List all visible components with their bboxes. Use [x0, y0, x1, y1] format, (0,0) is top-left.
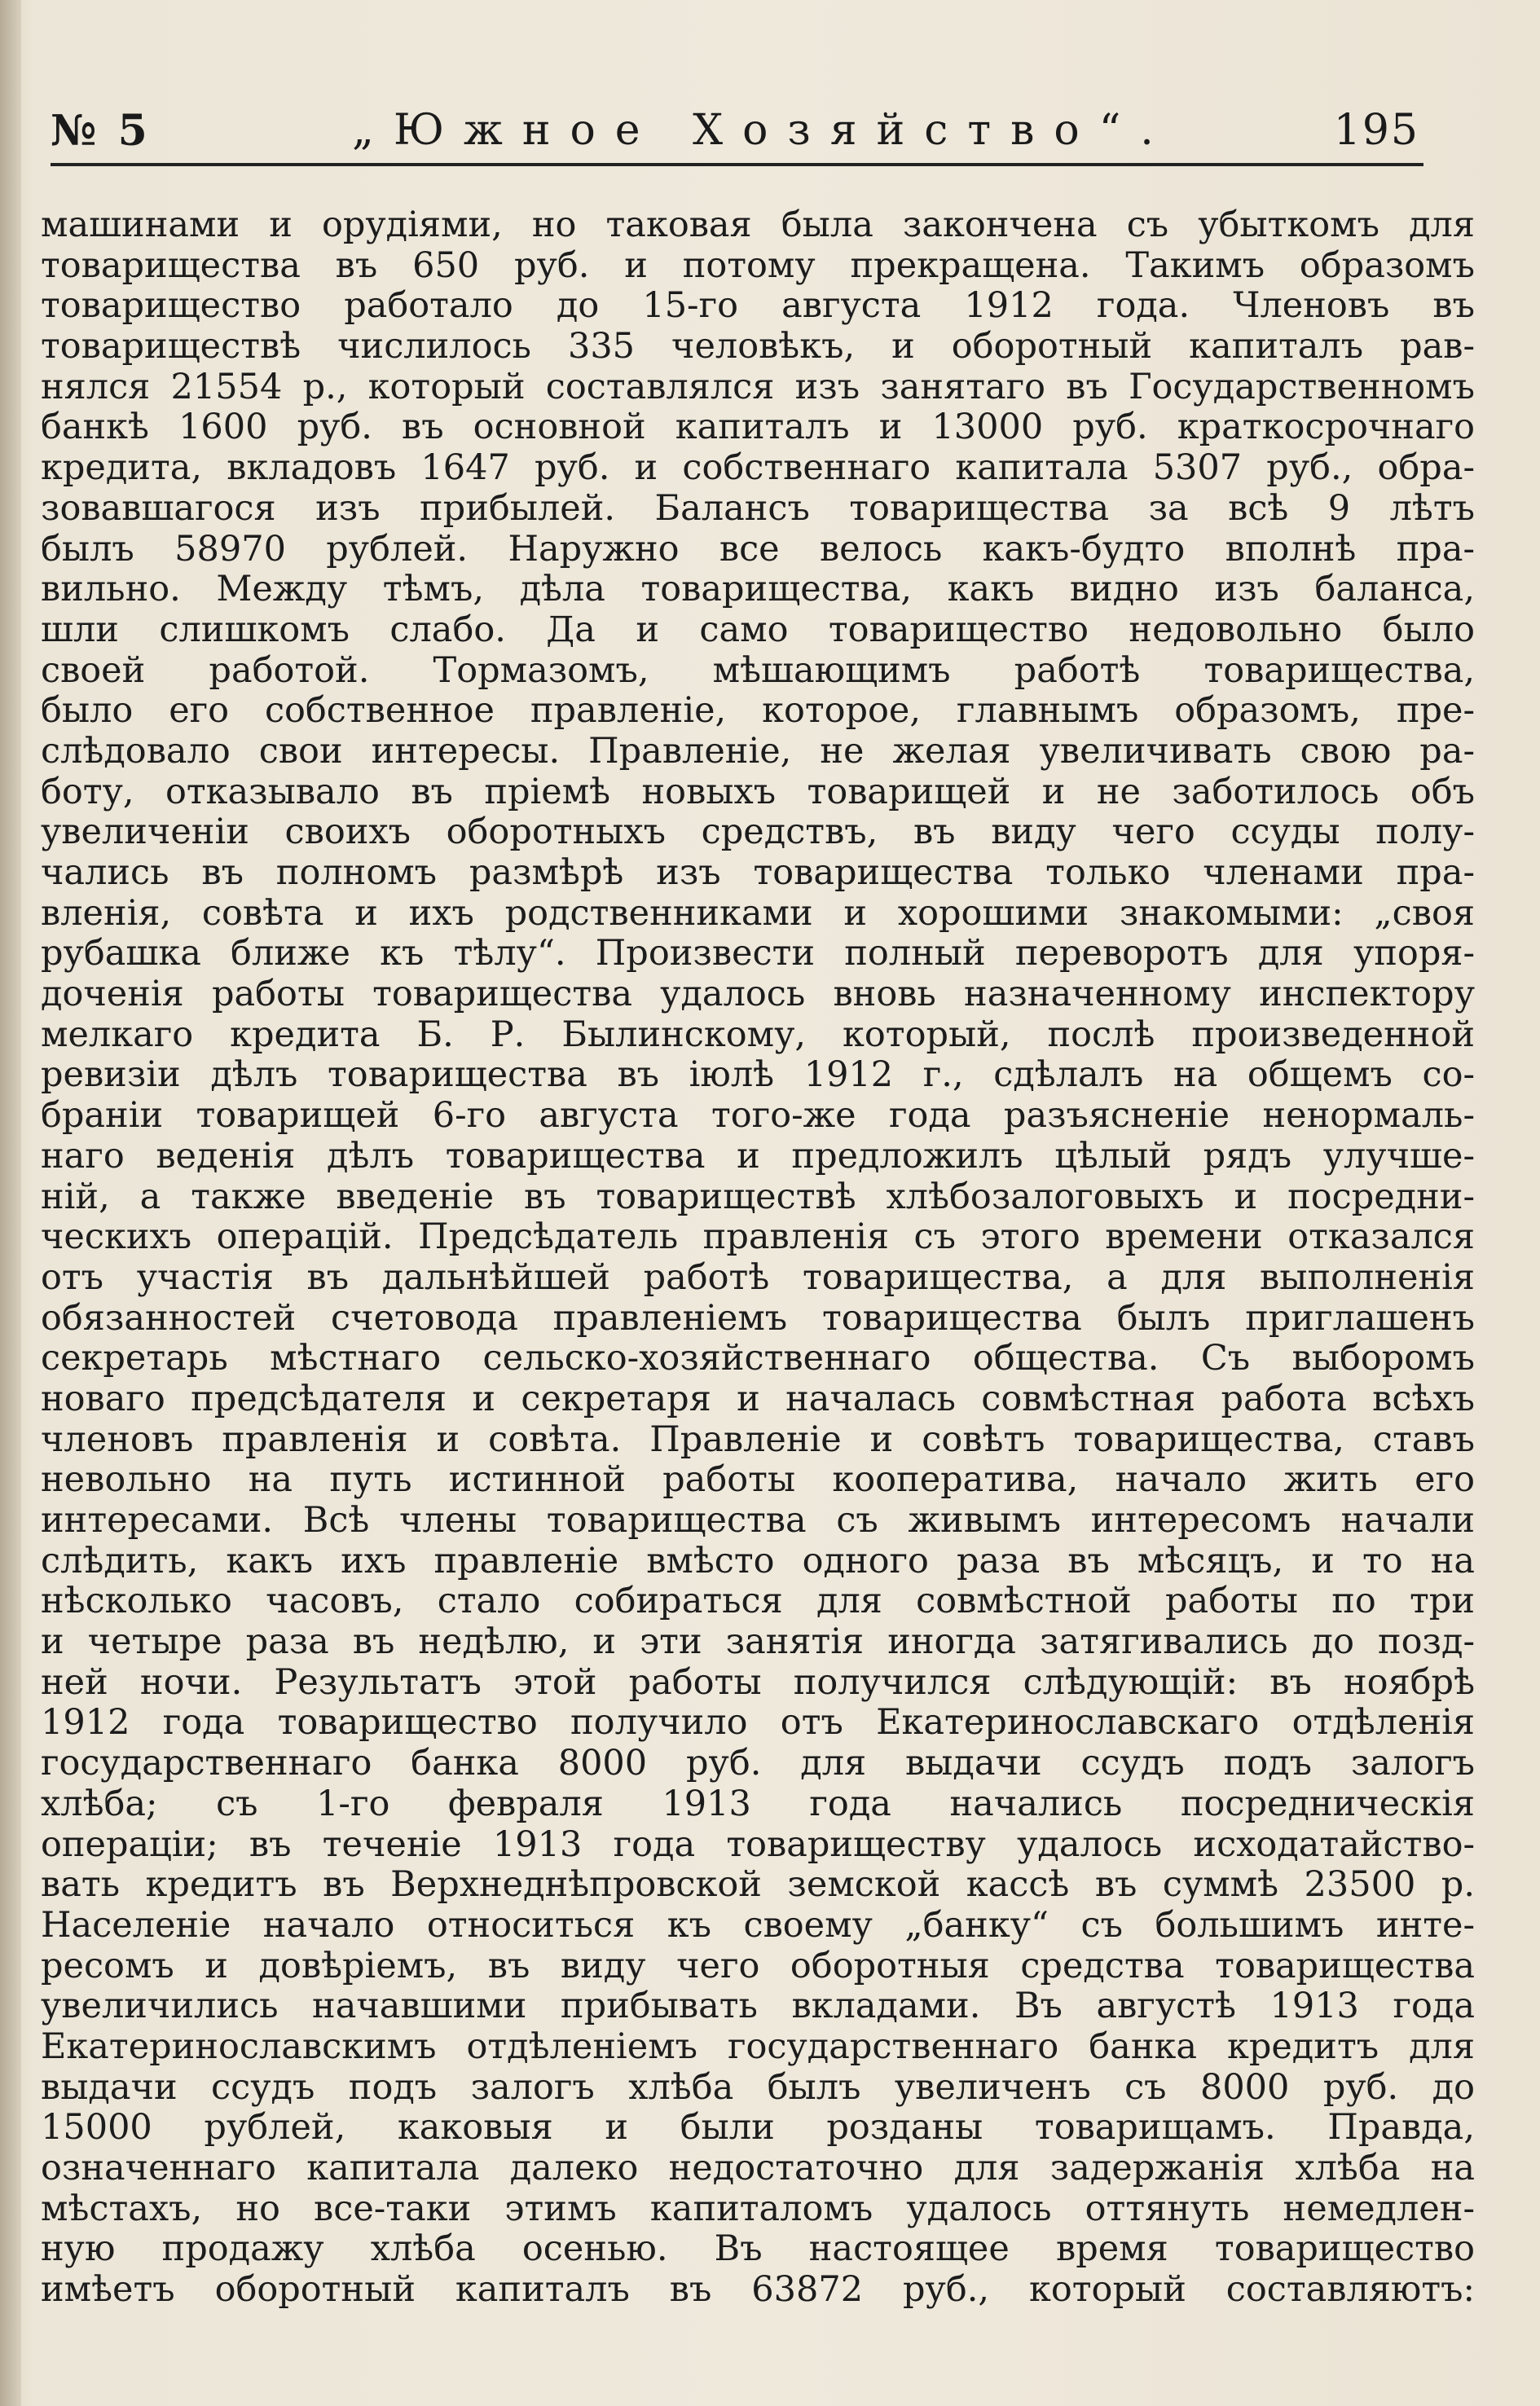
text-line: наго веденія дѣлъ товарищества и предложилъ цѣлый рядъ улучше-: [41, 1135, 1475, 1177]
text-line: интересами. Всѣ члены товарищества съ живымъ интересомъ начали: [41, 1500, 1475, 1541]
text-line: и четыре раза въ недѣлю, и эти занятія иногда затягивались до позд-: [41, 1621, 1475, 1663]
text-line: Населеніе начало относиться къ своему „банку“ съ большимъ инте-: [41, 1904, 1475, 1946]
text-line: имѣетъ оборотный капиталъ въ 63872 руб., который составляютъ:: [41, 2269, 1475, 2311]
text-line: новаго предсѣдателя и секретаря и началась совмѣстная работа всѣхъ: [41, 1378, 1475, 1419]
text-line: браніи товарищей 6-го августа того-же года разъясненіе ненормаль-: [41, 1095, 1475, 1137]
text-line: товарищество работало до 15-го августа 1912 года. Членовъ въ: [41, 285, 1475, 327]
text-line: своей работой. Тормазомъ, мѣшающимъ работѣ товарищества,: [41, 649, 1475, 691]
text-line: увеличеніи своихъ оборотныхъ средствъ, въ виду чего ссуды полу-: [41, 812, 1475, 853]
text-line: ческихъ операцій. Предсѣдатель правленія съ этого времени отказался: [41, 1216, 1475, 1258]
text-line: операціи; въ теченіе 1913 года товариществу удалось исходатайство-: [41, 1823, 1475, 1865]
text-line: ній, а также введеніе въ товариществѣ хлѣбозалоговыхъ и посредни-: [41, 1176, 1475, 1217]
text-line: товарищества въ 650 руб. и потому прекращена. Такимъ образомъ: [41, 244, 1475, 286]
text-line: хлѣба; съ 1-го февраля 1913 года начались посредническія: [41, 1783, 1475, 1824]
text-line: нѣсколько часовъ, стало собираться для совмѣстной работы по три: [41, 1581, 1475, 1622]
text-line: вать кредитъ въ Верхнеднѣпровской земской кассѣ въ суммѣ 23500 р.: [41, 1864, 1475, 1906]
page-binding-edge: [0, 0, 21, 2406]
text-line: секретарь мѣстнаго сельско-хозяйственнаго общества. Съ выборомъ: [41, 1338, 1475, 1379]
text-line: банкѣ 1600 руб. въ основной капиталъ и 13000 руб. краткосрочнаго: [41, 407, 1475, 448]
text-line: ную продажу хлѣба осенью. Въ настоящее время товарищество: [41, 2228, 1475, 2270]
text-line: было его собственное правленіе, которое, главнымъ образомъ, пре-: [41, 690, 1475, 732]
text-line: мѣстахъ, но все-таки этимъ капиталомъ удалось оттянуть немедлен-: [41, 2188, 1475, 2229]
text-line: отъ участія въ дальнѣйшей работѣ товарищества, а для выполненія: [41, 1256, 1475, 1298]
text-line: рубашка ближе къ тѣлу“. Произвести полный переворотъ для упоря-: [41, 933, 1475, 974]
text-line: ресомъ и довѣріемъ, въ виду чего оборотныя средства товарищества: [41, 1945, 1475, 1986]
page-number: 195: [1333, 106, 1419, 155]
text-line: невольно на путь истинной работы кооператива, начало жить его: [41, 1459, 1475, 1501]
text-line: доченія работы товарищества удалось вновь назначенному инспектору: [41, 974, 1475, 1015]
text-line: выдачи ссудъ подъ залогъ хлѣба былъ увеличенъ съ 8000 руб. до: [41, 2066, 1475, 2108]
text-line: чались въ полномъ размѣрѣ изъ товарищества только членами пра-: [41, 852, 1475, 893]
article-body: [41, 205, 1475, 2311]
text-line: кредита, вкладовъ 1647 руб. и собственнаго капитала 5307 руб., обра-: [41, 447, 1475, 489]
text-line: Екатеринославскимъ отдѣленіемъ государственнаго банка кредитъ для: [41, 2026, 1475, 2067]
text-line: нялся 21554 р., который составлялся изъ занятаго въ Государственномъ: [41, 366, 1475, 407]
text-line: ней ночи. Результатъ этой работы получился слѣдующій: въ ноябрѣ: [41, 1661, 1475, 1703]
text-line: боту, отказывало въ пріемѣ новыхъ товарищей и не заботилось объ: [41, 771, 1475, 812]
text-line: вильно. Между тѣмъ, дѣла товарищества, какъ видно изъ баланса,: [41, 569, 1475, 610]
text-line: вленія, совѣта и ихъ родственниками и хорошими знакомыми: „своя: [41, 892, 1475, 934]
text-line: товариществѣ числилось 335 человѣкъ, и оборотный капиталъ рав-: [41, 326, 1475, 367]
running-header: [51, 106, 1419, 163]
header-rule: [51, 163, 1423, 166]
issue-number: № 5: [51, 106, 151, 156]
text-line: ревизіи дѣлъ товарищества въ іюлѣ 1912 г., сдѣлалъ на общемъ со-: [41, 1054, 1475, 1096]
text-line: былъ 58970 рублей. Наружно все велось какъ-будто вполнѣ пра-: [41, 528, 1475, 570]
text-line: государственнаго банка 8000 руб. для выдачи ссудъ подъ залогъ: [41, 1743, 1475, 1784]
text-line: машинами и орудіями, но таковая была закончена съ убыткомъ для: [41, 205, 1475, 245]
text-line: слѣдовало свои интересы. Правленіе, не желая увеличивать свою ра-: [41, 730, 1475, 772]
journal-title: „Южное Хозяйство“.: [352, 106, 1173, 155]
text-line: мелкаго кредита Б. Р. Былинскому, который, послѣ произведенной: [41, 1014, 1475, 1055]
text-line: слѣдить, какъ ихъ правленіе вмѣсто одного раза въ мѣсяцъ, и то на: [41, 1540, 1475, 1581]
text-line: означеннаго капитала далеко недостаточно для задержанія хлѣба на: [41, 2148, 1475, 2188]
text-line: зовавшагося изъ прибылей. Балансъ товарищества за всѣ 9 лѣтъ: [41, 487, 1475, 529]
text-line: шли слишкомъ слабо. Да и само товарищество недовольно было: [41, 609, 1475, 650]
text-line: членовъ правленія и совѣта. Правленіе и совѣтъ товарищества, ставъ: [41, 1419, 1475, 1460]
text-line: 1912 года товарищество получило отъ Екатеринославскаго отдѣленія: [41, 1702, 1475, 1744]
text-line: обязанностей счетовода правленіемъ товарищества былъ приглашенъ: [41, 1297, 1475, 1339]
text-line: увеличились начавшими прибывать вкладами. Въ августѣ 1913 года: [41, 1986, 1475, 2027]
text-line: 15000 рублей, каковыя и были розданы товарищамъ. Правда,: [41, 2107, 1475, 2149]
